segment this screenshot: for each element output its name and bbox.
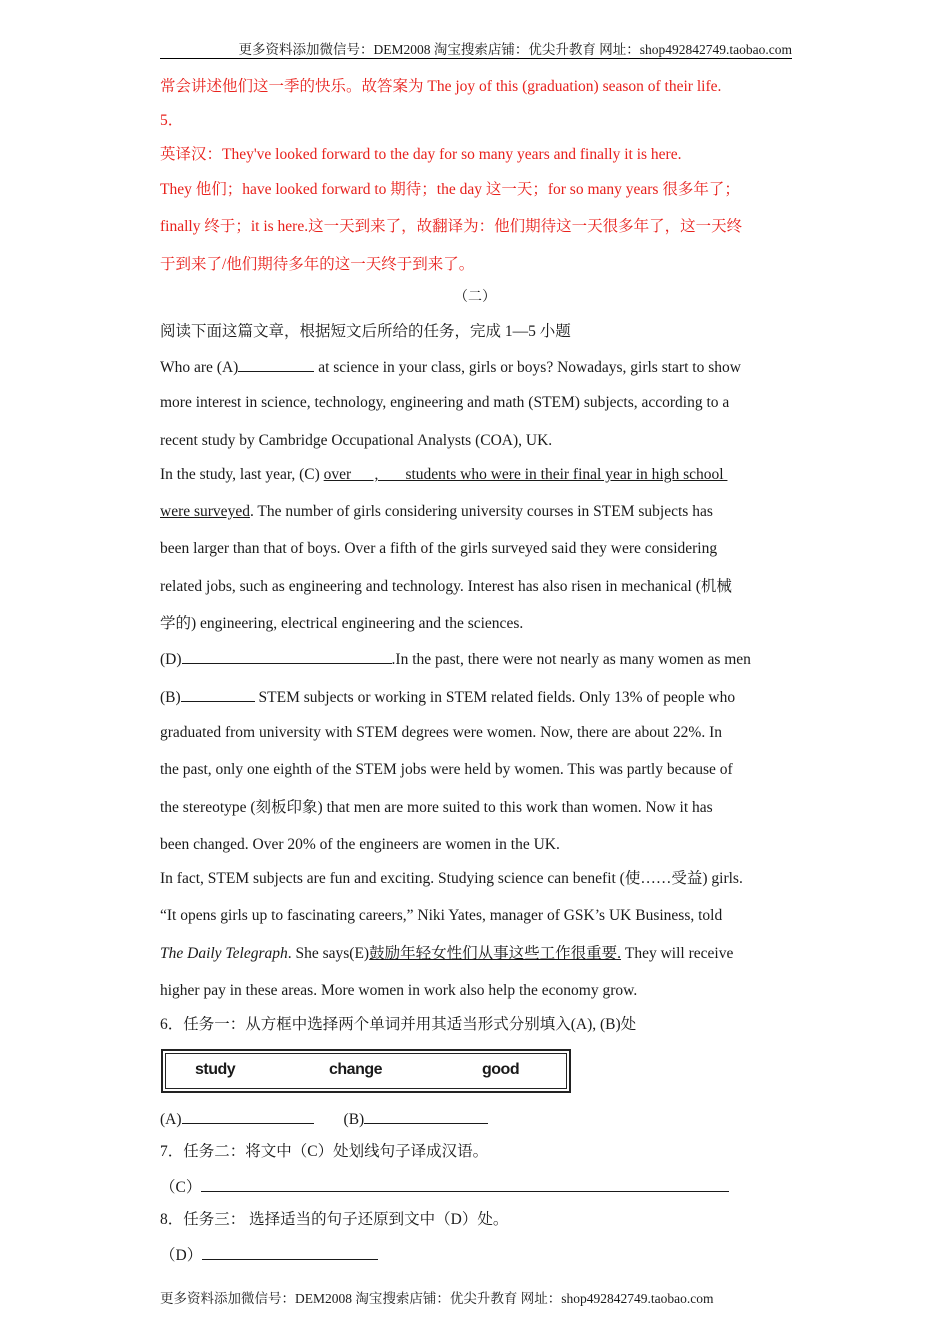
passage-line: recent study by Cambridge Occupational Analysts (COA), UK. bbox=[160, 432, 553, 449]
passage-text: They will receive bbox=[621, 945, 734, 962]
page-footer: 更多资料添加微信号：DEM2008 淘宝搜索店铺：优尖升教育 网址：shop492842749.taobao.com bbox=[160, 1291, 714, 1306]
newspaper-title: The Daily Telegraph bbox=[160, 945, 288, 962]
section-title: （二） bbox=[454, 290, 496, 305]
passage-line bbox=[160, 465, 727, 485]
answer-line: 英译汉：They've looked forward to the day for so many years and finally it is here. bbox=[160, 146, 682, 163]
answer-label-d: （D） bbox=[160, 1247, 203, 1264]
passage-line bbox=[160, 502, 713, 522]
passage-text: In the study, last year, (C) bbox=[160, 466, 324, 483]
passage-text: at science in your class, girls or boys? Nowadays, girls start to show bbox=[314, 359, 741, 376]
underlined-sentence-e: 鼓励年轻女性们从事这些工作很重要. bbox=[369, 945, 621, 962]
instruction: 阅读下面这篇文章，根据短文后所给的任务，完成 1—5 小题 bbox=[160, 323, 571, 340]
blank-b[interactable] bbox=[181, 686, 255, 702]
passage-line bbox=[160, 648, 751, 670]
passage-text: . She says(E) bbox=[287, 945, 370, 962]
task-2-prompt: 7．任务二：将文中（C）处划线句子译成汉语。 bbox=[160, 1143, 489, 1160]
answer-label-b: (B) bbox=[343, 1111, 365, 1128]
passage-line: more interest in science, technology, engineering and math (STEM) subjects, according to a bbox=[160, 394, 730, 411]
blank-d[interactable] bbox=[182, 648, 392, 664]
answer-line: They 他们；have looked forward to 期待；the day 这一天；for so many years 很多年了； bbox=[160, 181, 740, 198]
passage-line bbox=[160, 686, 735, 708]
passage-text: (B) bbox=[160, 689, 181, 706]
word-option: change bbox=[329, 1061, 383, 1078]
word-box bbox=[161, 1049, 571, 1093]
answer-blank-a[interactable] bbox=[182, 1108, 314, 1124]
passage-line: the stereotype (刻板印象) that men are more suited to this work than women. Now it has bbox=[160, 799, 713, 816]
answer-line: 于到来了/他们期待多年的这一天终于到来了。 bbox=[160, 256, 475, 273]
passage-line: In fact, STEM subjects are fun and exciting. Studying science can benefit (使……受益) girls. bbox=[160, 870, 743, 887]
answer-label-c: （C） bbox=[160, 1179, 202, 1196]
page-header: 更多资料添加微信号：DEM2008 淘宝搜索店铺：优尖升教育 网址：shop492842749.taobao.com bbox=[160, 38, 792, 59]
task-3-prompt: 8．任务三： 选择适当的句子还原到文中（D）处。 bbox=[160, 1211, 509, 1228]
underlined-sentence-c: over , students who were in their final year in high school bbox=[323, 466, 728, 483]
answer-blank-c[interactable] bbox=[201, 1176, 729, 1192]
passage-text: STEM subjects or working in STEM related fields. Only 13% of people who bbox=[254, 689, 736, 706]
passage-line: higher pay in these areas. More women in work also help the economy grow. bbox=[160, 982, 638, 999]
question-number-5: 5． bbox=[160, 112, 184, 129]
answer-line: 常会讲述他们这一季的快乐。故答案为 The joy of this (graduation) season of their life. bbox=[160, 78, 722, 95]
passage-text: .In the past, there were not nearly as many women as men bbox=[391, 651, 751, 668]
passage-text: . The number of girls considering university courses in STEM subjects has bbox=[249, 503, 713, 520]
answer-blank-d[interactable] bbox=[202, 1244, 378, 1260]
passage-line: related jobs, such as engineering and technology. Interest has also risen in mechanical (机械 bbox=[160, 578, 732, 595]
answer-line: finally 终于；it is here.这一天到来了，故翻译为：他们期待这一天很多年了，这一天终 bbox=[160, 218, 743, 235]
passage-line: graduated from university with STEM degrees were women. Now, there are about 22%. In bbox=[160, 724, 722, 741]
passage-line bbox=[160, 356, 741, 378]
answer-blank-b[interactable] bbox=[364, 1108, 488, 1124]
passage-text: (D) bbox=[160, 651, 182, 668]
answer-row bbox=[160, 1108, 488, 1130]
passage-line bbox=[160, 944, 733, 964]
answer-label-a: (A) bbox=[160, 1111, 182, 1128]
answer-row bbox=[160, 1244, 378, 1266]
passage-line: “It opens girls up to fascinating careers,” Niki Yates, manager of GSK’s UK Business, told bbox=[160, 907, 723, 924]
underlined-sentence-c: were surveyed bbox=[160, 503, 250, 520]
passage-line: 学的) engineering, electrical engineering and the sciences. bbox=[160, 615, 524, 632]
passage-line: the past, only one eighth of the STEM jobs were held by women. This was partly because of bbox=[160, 761, 733, 778]
answer-row bbox=[160, 1176, 729, 1198]
passage-text: Who are (A) bbox=[160, 359, 239, 376]
task-1-prompt: 6．任务一：从方框中选择两个单词并用其适当形式分别填入(A), (B)处 bbox=[160, 1016, 637, 1033]
passage-line: been changed. Over 20% of the engineers are women in the UK. bbox=[160, 836, 560, 853]
passage-line: been larger than that of boys. Over a fifth of the girls surveyed said they were considering bbox=[160, 540, 718, 557]
word-option: good bbox=[482, 1061, 520, 1078]
word-option: study bbox=[195, 1061, 236, 1078]
blank-a[interactable] bbox=[238, 356, 314, 372]
